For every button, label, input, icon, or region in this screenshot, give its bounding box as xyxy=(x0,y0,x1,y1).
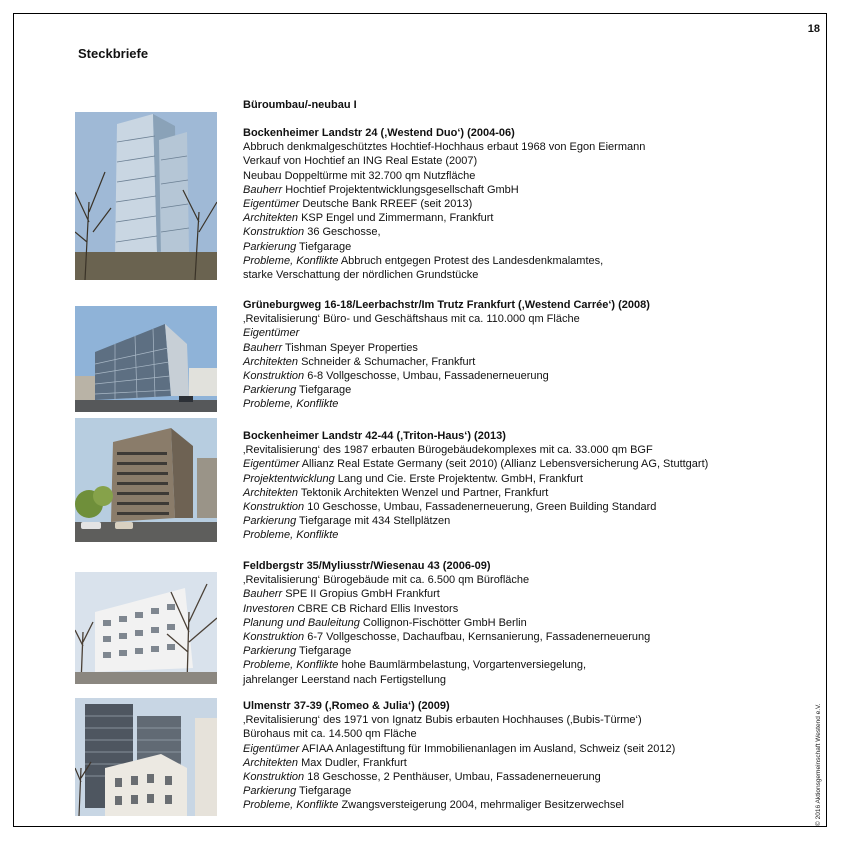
entry-line: Eigentümer AFIAA Anlagestiftung für Immobilienanlagen im Ausland, Schweiz (seit 2012) xyxy=(243,742,676,755)
entry-line: Probleme, Konflikte Zwangsversteigerung 2004, mehrmaliger Besitzerwechsel xyxy=(243,799,624,812)
entry-line: Konstruktion 36 Geschosse, xyxy=(243,226,381,239)
entry-line: Parkierung Tiefgarage xyxy=(243,384,352,397)
photo-westend-duo xyxy=(75,112,217,280)
entry-line: Eigentümer xyxy=(243,327,300,340)
entry-line: ‚Revitalisierung‘ des 1971 von Ignatz Bubis erbauten Hochhauses (‚Bubis-Türme‘) xyxy=(243,714,642,727)
entry-line: ‚Revitalisierung‘ Büro- und Geschäftshaus mit ca. 110.000 qm Fläche xyxy=(243,313,580,326)
entry-line: Eigentümer Allianz Real Estate Germany (seit 2010) (Allianz Lebensversicherung AG, Stuttgart) xyxy=(243,458,709,471)
entry-line: Parkierung Tiefgarage mit 434 Stellplätzen xyxy=(243,515,451,528)
copyright-notice: © 2016 Aktionsgemeinschaft Westend e.V. xyxy=(815,703,822,826)
entry-romeo-julia xyxy=(243,699,788,813)
entry-line: Konstruktion 6-8 Vollgeschosse, Umbau, Fassadenerneuerung xyxy=(243,370,549,383)
entry-line: Parkierung Tiefgarage xyxy=(243,240,352,253)
photo-feldbergstr xyxy=(75,572,217,684)
entry-feldbergstr xyxy=(243,559,788,687)
subsection-title: Büroumbau/-neubau I xyxy=(243,99,357,111)
entry-line: Planung und Bauleitung Collignon-Fischötter GmbH Berlin xyxy=(243,616,527,629)
entry-line: Probleme, Konflikte xyxy=(243,529,339,542)
entry-line: Konstruktion 6-7 Vollgeschosse, Dachaufbau, Kernsanierung, Fassadenerneuerung xyxy=(243,631,651,644)
entry-line: Neubau Doppeltürme mit 32.700 qm Nutzfläche xyxy=(243,169,476,182)
photo-romeo-julia xyxy=(75,698,217,816)
page-number: 18 xyxy=(807,23,820,35)
entry-triton-haus xyxy=(243,429,788,543)
entry-line: Bauherr SPE II Gropius GmbH Frankfurt xyxy=(243,588,440,601)
entry-line: Architekten Max Dudler, Frankfurt xyxy=(243,756,407,769)
entry-line: starke Verschattung der nördlichen Grundstücke xyxy=(243,269,479,282)
entry-line: Probleme, Konflikte Abbruch entgegen Protest des Landesdenkmalamtes, xyxy=(243,254,604,267)
entry-line: Abbruch denkmalgeschütztes Hochtief-Hochhaus erbaut 1968 von Egon Eiermann xyxy=(243,141,646,154)
entry-line: Architekten KSP Engel und Zimmermann, Frankfurt xyxy=(243,212,494,225)
entry-line: Konstruktion 10 Geschosse, Umbau, Fassadenerneuerung, Green Building Standard xyxy=(243,501,657,514)
entry-line: Parkierung Tiefgarage xyxy=(243,785,352,798)
entry-line: ‚Revitalisierung‘ Bürogebäude mit ca. 6.500 qm Bürofläche xyxy=(243,574,530,587)
entry-line: Probleme, Konflikte hohe Baumlärmbelastung, Vorgartenversiegelung, xyxy=(243,659,587,672)
entry-line: Eigentümer Deutsche Bank RREEF (seit 2013) xyxy=(243,198,473,211)
photo-triton-haus xyxy=(75,418,217,542)
entry-title: Bockenheimer Landstr 42-44 (‚Triton-Haus‘) (2013) xyxy=(243,430,506,442)
entry-line: Konstruktion 18 Geschosse, 2 Penthäuser, Umbau, Fassadenerneuerung xyxy=(243,771,601,784)
entry-title: Ulmenstr 37-39 (‚Romeo & Julia‘) (2009) xyxy=(243,700,450,712)
entry-line: Verkauf von Hochtief an ING Real Estate (2007) xyxy=(243,155,478,168)
photo-westend-carree xyxy=(75,306,217,412)
entry-line: Bürohaus mit ca. 14.500 qm Fläche xyxy=(243,728,417,741)
entry-title: Bockenheimer Landstr 24 (‚Westend Duo‘) (2004-06) xyxy=(243,127,515,139)
entry-line: Parkierung Tiefgarage xyxy=(243,645,352,658)
entry-line: Projektentwicklung Lang und Cie. Erste Projektentw. GmbH, Frankfurt xyxy=(243,472,583,485)
entry-line: Bauherr Tishman Speyer Properties xyxy=(243,341,418,354)
entry-westend-carree xyxy=(243,298,788,412)
entry-line: ‚Revitalisierung‘ des 1987 erbauten Bürogebäudekomplexes mit ca. 33.000 qm BGF xyxy=(243,444,653,457)
entry-line: Bauherr Hochtief Projektentwicklungsgesellschaft GmbH xyxy=(243,183,519,196)
entry-title: Grüneburgweg 16-18/Leerbachstr/Im Trutz Frankfurt (‚Westend Carrée‘) (2008) xyxy=(243,299,650,311)
section-title: Steckbriefe xyxy=(78,46,149,61)
entry-line: Architekten Schneider & Schumacher, Frankfurt xyxy=(243,355,476,368)
entry-line: Probleme, Konflikte xyxy=(243,398,339,411)
entry-title: Feldbergstr 35/Myliusstr/Wiesenau 43 (2006-09) xyxy=(243,560,491,572)
entry-line: Architekten Tektonik Architekten Wenzel und Partner, Frankfurt xyxy=(243,486,549,499)
entry-line: jahrelanger Leerstand nach Fertigstellung xyxy=(243,673,447,686)
entry-westend-duo xyxy=(243,126,788,282)
entry-line: Investoren CBRE CB Richard Ellis Investors xyxy=(243,602,459,615)
